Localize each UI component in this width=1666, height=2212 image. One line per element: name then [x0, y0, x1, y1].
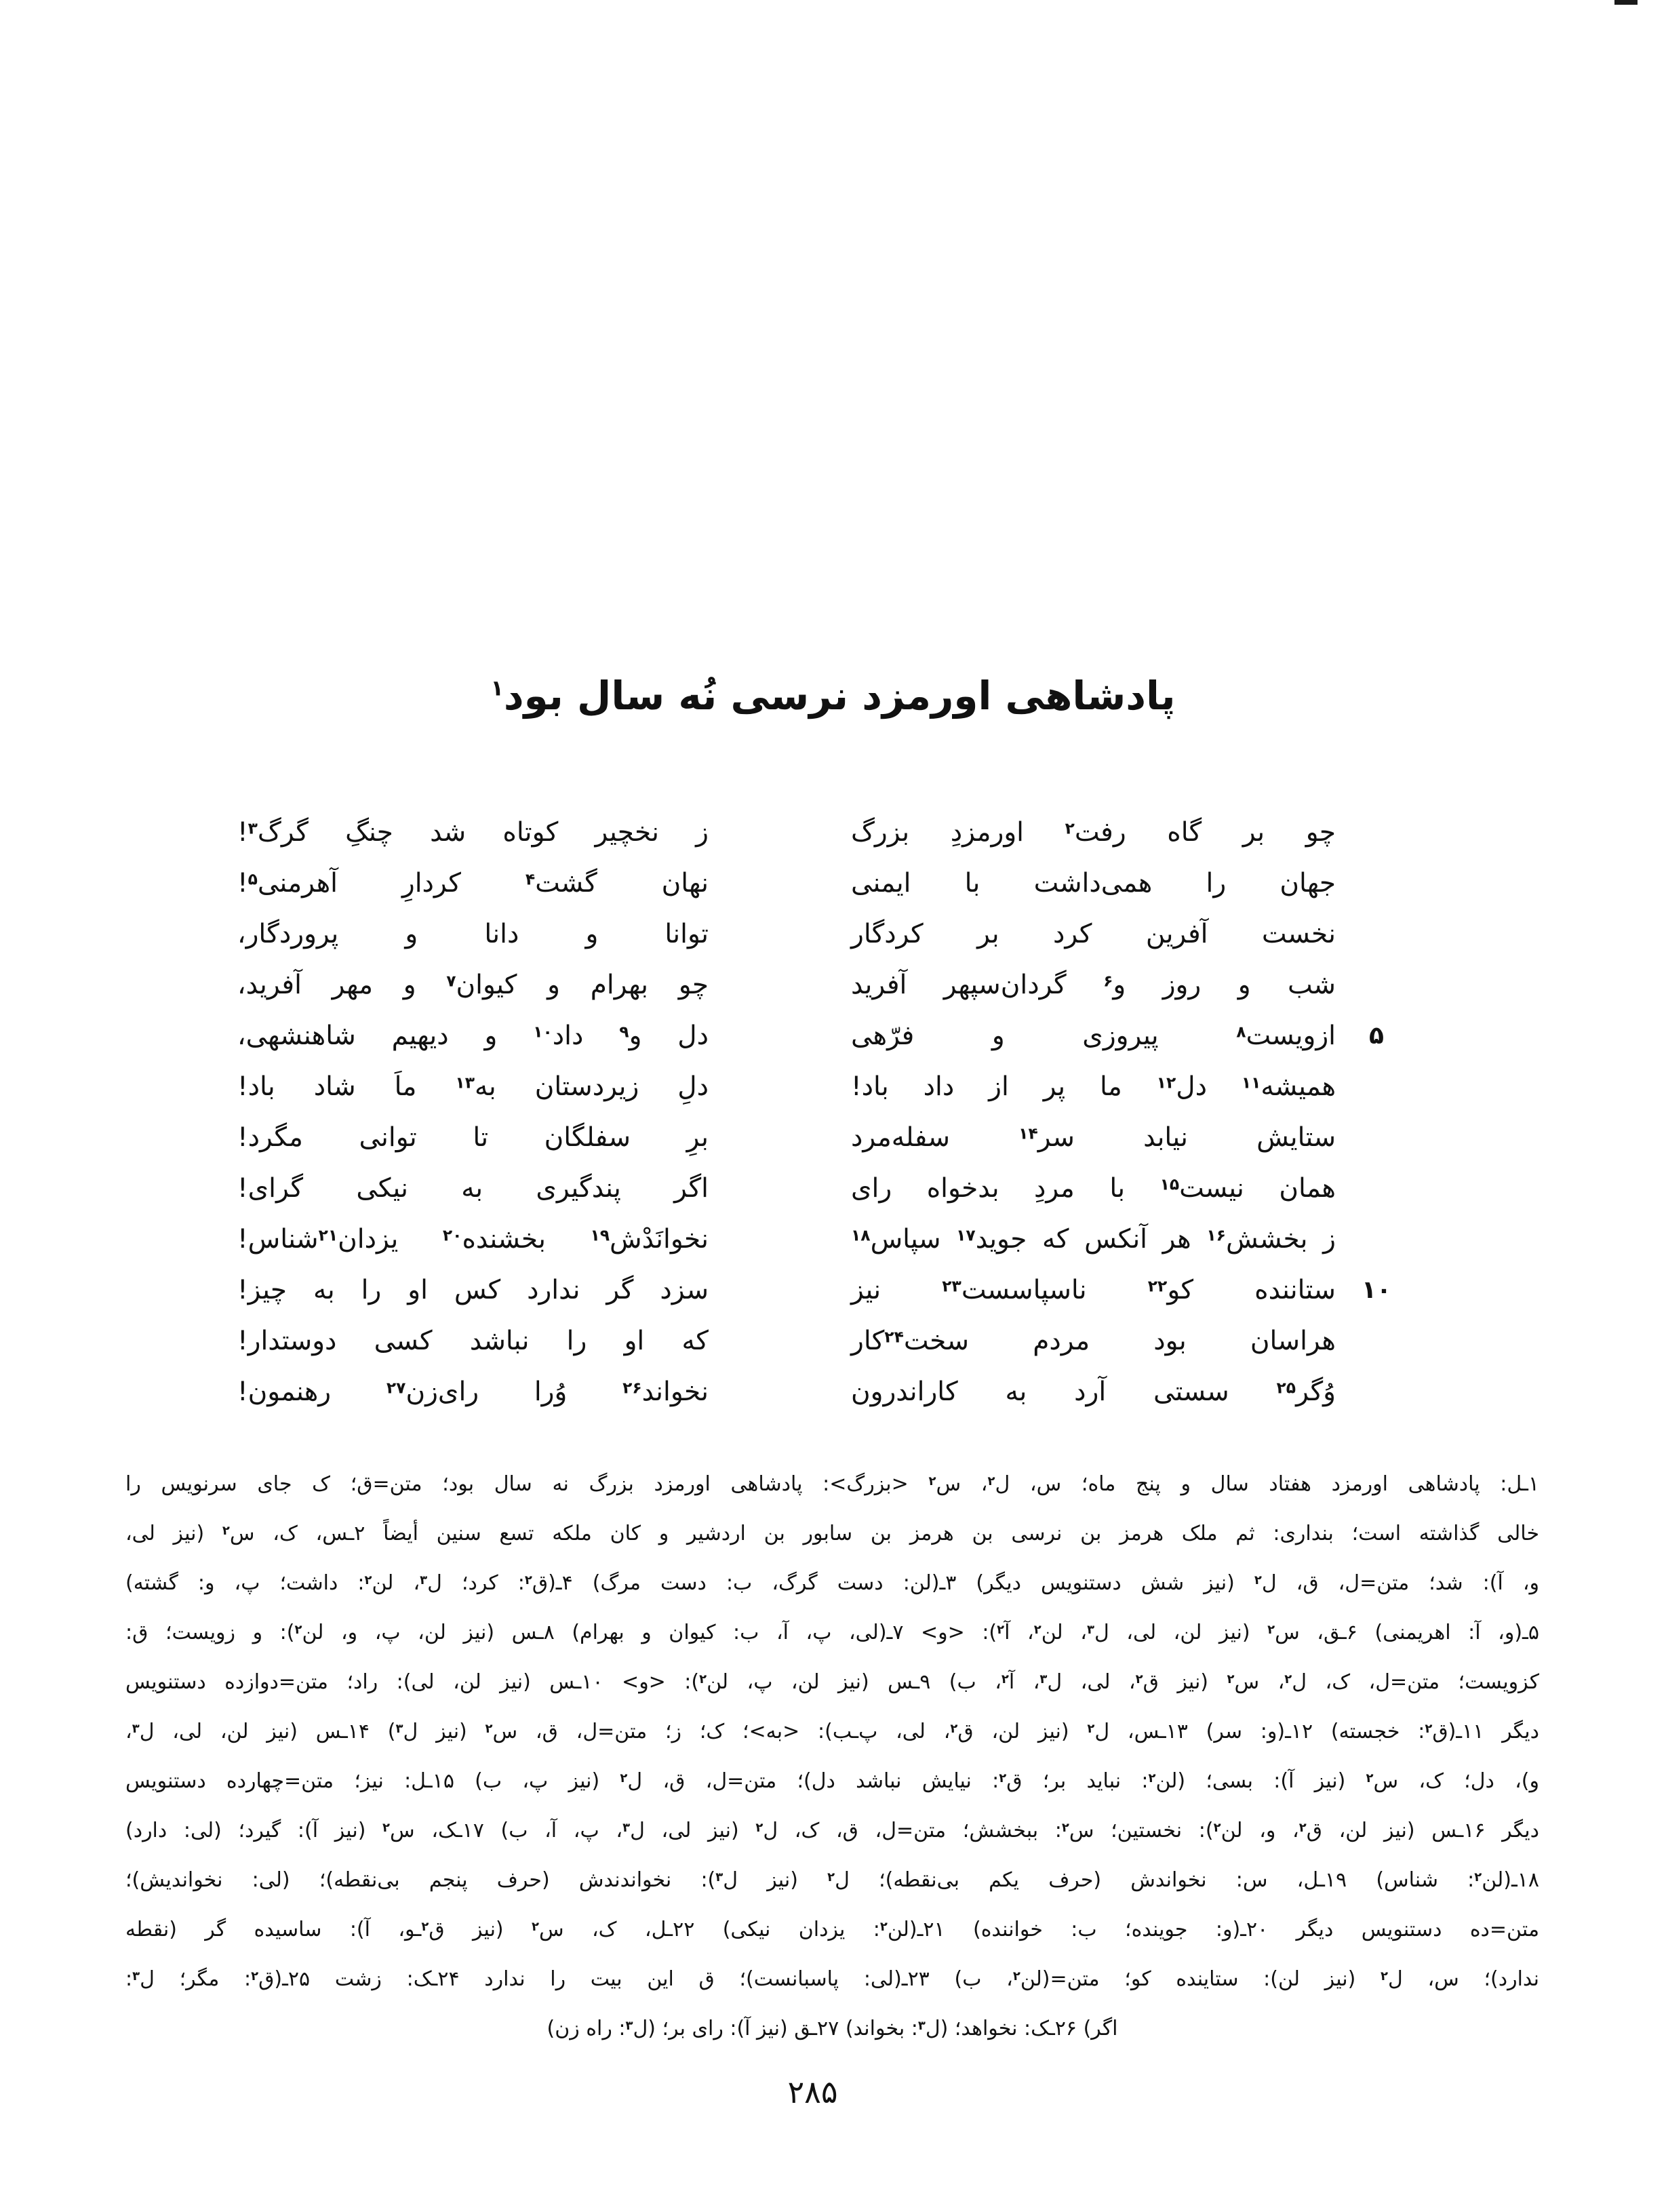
- hemistich-second: که او را نباشد کسی دوستدار!: [237, 1326, 709, 1356]
- hemistich-first: ازویست$^۸$ پیروزی و فرّهی: [851, 1021, 1336, 1051]
- hemistich-first: هراسان بود مردم سخت$^{۲۴}$کار: [851, 1326, 1336, 1356]
- apparatus-line: کزویست؛ متن=ل، ک، ل$^۲$، س$^۲$ (نیز ق$^۲$، لی، ل$^۳$، آ$^۲$، ب) ۹ـس (نیز لن، پ، لن$^۲$): <و> ۱۰ـس (نیز لن، لی): راد؛ متن=دوازده دستنویس: [125, 1670, 1539, 1694]
- hemistich-second: نهان گشت$^۴$ کردارِ آهرمنی$^۵$!: [237, 868, 709, 898]
- hemistich-first: همیشه$^{۱۱}$ دل$^{۱۲}$ ما پر از داد باد!: [851, 1071, 1336, 1102]
- couplet-row: [237, 1366, 1417, 1417]
- apparatus-line: ۵ـ(و، آ: اهریمنی) ۶ـق، س$^۲$ (نیز لن، لی، ل$^۳$، لن$^۲$، آ$^۲$): <و> ۷ـ(لی، پ، آ، ب: کیوان و بهرام) ۸ـس (نیز لن، پ، و، لن$^۲$): و زویست؛ ق:: [125, 1621, 1539, 1644]
- couplet-row: [237, 1112, 1417, 1163]
- apparatus-line: ۱ـل: پادشاهی اورمزد هفتاد سال و پنج ماه؛ س، ل$^۲$، س$^۲$ <بزرگ>: پادشاهی اورمزد بزرگ نه سال بود؛ متن=ق؛ ک جای سرنویس را: [125, 1472, 1540, 1496]
- apparatus-line: خالی گذاشته است؛ بنداری: ثم ملک هرمز بن نرسی بن هرمز بن سابور بن اردشیر و کان ملکه تسع سنین أیضاً ۲ـس، ک، س$^۲$ (نیز لی،: [125, 1522, 1539, 1545]
- chapter-title: پادشاهی اورمزد نرسی نُه سال بود$^۱$: [490, 673, 1176, 719]
- hemistich-second: نخواند$^{۲۶}$ وُرا رای‌زن$^{۲۷}$ رهنمون!: [237, 1377, 709, 1407]
- couplet-row: [237, 960, 1417, 1010]
- couplet-row: [237, 807, 1417, 858]
- hemistich-second: دلِ زیردستان به$^{۱۳}$ ماَ شاد باد!: [237, 1071, 709, 1102]
- hemistich-first: ستایش نیابد سر$^{۱۴}$ سفله‌مرد: [851, 1122, 1336, 1153]
- couplet-row: [237, 1214, 1417, 1265]
- hemistich-second: نخوانَدْش$^{۱۹}$ بخشنده$^{۲۰}$ یزدان$^{۲۱}$شناس!: [237, 1224, 709, 1255]
- hemistich-second: برِ سفلگان تا توانی مگرد!: [237, 1122, 709, 1153]
- hemistich-first: همان نیست$^{۱۵}$ با مردِ بدخواه رای: [851, 1173, 1336, 1204]
- couplet-row: [237, 1010, 1417, 1061]
- hemistich-first: شب و روز و$^۶$ گردان‌سپهر آفرید: [851, 970, 1336, 1000]
- hemistich-second: سزد گر ندارد کس او را به چیز!: [237, 1275, 709, 1305]
- hemistich-second: دل و$^۹$ داد$^{۱۰}$ و دیهیم شاهنشهی،: [237, 1021, 709, 1051]
- apparatus-line: و)، دل؛ ک، س$^۲$ (نیز آ): بسی؛ (لن$^۲$: نباید بر؛ ق$^۲$: نیایش نباشد دل)؛ متن=ل، ق، ل$^۲$ (نیز پ، ب) ۱۵ـل: نیز؛ متن=چهارده دستنویس: [125, 1769, 1539, 1793]
- hemistich-second: اگر پندگیری به نیکی گرای!: [237, 1173, 709, 1204]
- hemistich-second: چو بهرام و کیوان$^۷$ و مهر آفرید،: [237, 970, 709, 1000]
- couplet-row: [237, 1265, 1417, 1316]
- hemistich-first: ز بخشش$^{۱۶}$ هر آنکس که جوید$^{۱۷}$ سپاس$^{۱۸}$: [851, 1224, 1336, 1255]
- couplet-row: [237, 858, 1417, 909]
- verse-number: ۱۰: [1362, 1276, 1391, 1304]
- couplet-row: [237, 909, 1417, 960]
- hemistich-first: جهان را همی‌داشت با ایمنی: [851, 868, 1336, 898]
- apparatus-line: اگر) ۲۶ـک: نخواهد؛ (ل$^۳$: بخواند) ۲۷ـق (نیز آ): رای بر؛ (ل$^۳$: راه زن): [547, 2017, 1118, 2040]
- hemistich-first: چو بر گاه رفت$^۲$ اورمزدِ بزرگ: [851, 817, 1336, 848]
- apparatus-line: دیگر ۱۱ـ(ق$^۲$: خجسته) ۱۲ـ(و: سر) ۱۳ـس، ل$^۲$ (نیز لن، ق$^۲$، لی، پ‌ـب): <به>؛ ک؛ ز؛ متن=ل، ق، س$^۲$ (نیز ل$^۳$) ۱۴ـس (نیز لن، لی، ل$^۳$،: [125, 1720, 1539, 1743]
- hemistich-first: وُگر$^{۲۵}$ سستی آرد به کاراندرون: [851, 1377, 1336, 1407]
- couplet-row: [237, 1061, 1417, 1112]
- apparatus-line: و، آ): شد؛ متن=ل، ق، ل$^۲$ (نیز شش دستنویس دیگر) ۳ـ(لن: دست گرگ، ب: دست مرگ) ۴ـ(ق$^۲$: کرد؛ ل$^۳$، لن$^۲$: داشت؛ پ، و: گشته): [125, 1571, 1540, 1595]
- apparatus-line: متن=ده دستنویس دیگر ۲۰ـ(و: جوینده؛ ب: خواننده) ۲۱ـ(لن$^۲$: یزدان نیکی) ۲۲ـل، ک، س$^۲$ (نیز ق$^۲$ـو، آ): ساسیده گر (نقطه: [125, 1918, 1540, 1941]
- poem-block: [237, 807, 1417, 1417]
- page-number: ۲۸۵: [787, 2074, 838, 2110]
- apparatus-line: دیگر ۱۶ـس (نیز لن، ق$^۲$، و، لن$^۲$): نخستین؛ س$^۲$: ببخشش؛ متن=ل، ق، ک، ل$^۲$ (نیز لی، ل$^۳$، پ، آ، ب) ۱۷ـک، س$^۲$ (نیز آ): گیرد؛ (لی: دارد): [125, 1819, 1540, 1842]
- hemistich-first: ستاننده کو$^{۲۲}$ ناسپاسست$^{۲۳}$ نیز: [851, 1275, 1336, 1305]
- hemistich-second: توانا و دانا و پروردگار،: [237, 919, 709, 949]
- couplet-row: [237, 1163, 1417, 1214]
- apparatus-criticus: [125, 1459, 1539, 2053]
- verse-number: ۵: [1369, 1022, 1384, 1050]
- hemistich-first: نخست آفرین کرد بر کردگار: [851, 919, 1336, 949]
- couplet-row: [237, 1316, 1417, 1366]
- apparatus-line: ۱۸ـ(لن$^۲$: شناس) ۱۹ـل، س: نخواندش (حرف یکم بی‌نقطه)؛ ل$^۲$ (نیز ل$^۳$): نخواندندش (حرف پنجم بی‌نقطه)؛ (لی: نخواندیش)؛: [125, 1868, 1540, 1892]
- hemistich-second: ز نخچیر کوتاه شد چنگِ گرگ$^۳$!: [237, 817, 709, 848]
- scan-artifact-mark: [1614, 0, 1638, 5]
- apparatus-line: ندارد)؛ س، ل$^۲$ (نیز لن): ستاینده کو؛ متن=(لن$^۲$، ب) ۲۳ـ(لی: پاسبانست)؛ ق این بیت را ندارد ۲۴ـک: زشت ۲۵ـ(ق$^۲$: مگر؛ ل$^۳$:: [125, 1967, 1540, 1991]
